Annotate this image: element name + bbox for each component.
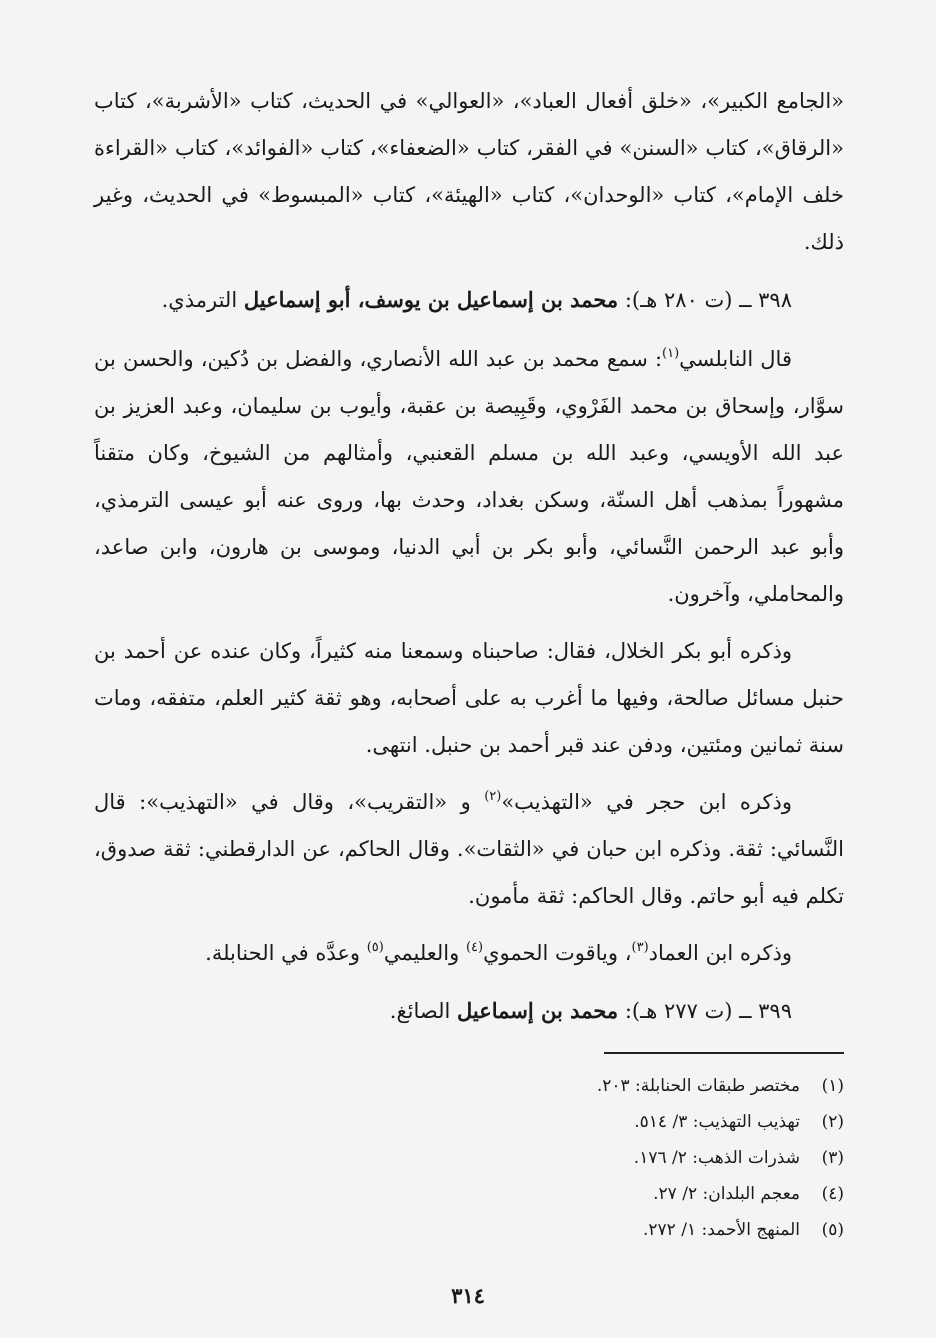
paragraph-book-list: «الجامع الكبير»، «خلق أفعال العباد»، «العوالي» في الحديث، كتاب «الأشربة»، كتاب «الرقاق»، كتاب «السنن» في الفقر، كتاب «الضعفاء»، كتاب «الفوائد»، كتاب «القراءة خلف الإمام»، كتاب «الوحدان»، كتاب «الهيئة»، كتاب «المبسوط» في الحديث، وغير ذلك. bbox=[94, 89, 844, 254]
nabulsi-text-start: قال النابلسي bbox=[679, 347, 792, 371]
footnote-ref-3[interactable]: (٣) bbox=[631, 940, 649, 955]
entry-398-heading bbox=[94, 276, 844, 324]
ibn-hajar-text-rest: و «التقريب»، وقال في «التهذيب»: قال النَّسائي: ثقة. وذكره ابن حبان في «الثقات». وقال الحاكم، عن الدارقطني: ثقة صدوق، تكلم فيه أبو حاتم. وقال الحاكم: ثقة مأمون. bbox=[94, 790, 844, 908]
entry-398-number: ٣٩٨ ــ (ت ٢٨٠ هـ): bbox=[618, 288, 792, 312]
entry-399-number: ٣٩٩ ــ (ت ٢٧٧ هـ): bbox=[618, 999, 792, 1023]
paragraph-ibn-imad bbox=[94, 930, 844, 977]
ibn-imad-text-b: ، وياقوت الحموي bbox=[483, 941, 632, 965]
nabulsi-text-rest: : سمع محمد بن عبد الله الأنصاري، والفضل بن دُكين، والحسن بن سوَّار، وإسحاق بن محمد الفَرْوي، وقَبِيصة بن عقبة، وأيوب بن سليمان، وعبد العزيز بن عبد الله الأويسي، وعبد الله بن مسلم القعنبي، وأمثالهم من الشيوخ، وكان متقناً مشهوراً بمذهب أهل السنّة، وسكن بغداد، وحدث بها، وروى عنه أبو عيسى الترمذي، وأبو عبد الرحمن النَّسائي، وأبو بكر بن أبي الدنيا، وموسى بن هارون، وابن صاعد، والمحاملي، وآخرون. bbox=[94, 347, 844, 606]
footnote-ref-1[interactable]: (١) bbox=[662, 346, 680, 361]
ibn-imad-text-a: وذكره ابن العماد bbox=[648, 941, 792, 965]
footnote-separator bbox=[604, 1052, 844, 1054]
footnote-text: مختصر طبقات الحنابلة: ٢٠٣. bbox=[596, 1076, 800, 1096]
footnote-number: (٣) bbox=[821, 1148, 844, 1168]
footnote-1 bbox=[94, 1068, 844, 1104]
ibn-hajar-text-start: وذكره ابن حجر في «التهذيب» bbox=[501, 790, 792, 814]
footnote-ref-5[interactable]: (٥) bbox=[366, 940, 384, 955]
footnote-number: (٥) bbox=[821, 1220, 844, 1240]
paragraph-nabulsi bbox=[94, 336, 844, 618]
footnotes-section bbox=[94, 1052, 844, 1248]
entry-399-rest: الصائغ. bbox=[389, 999, 457, 1023]
footnote-ref-2[interactable]: (٢) bbox=[484, 789, 502, 804]
footnote-5 bbox=[94, 1212, 844, 1248]
footnote-text: المنهج الأحمد: ١/ ٢٧٢. bbox=[643, 1220, 800, 1240]
footnote-text: شذرات الذهب: ٢/ ١٧٦. bbox=[633, 1148, 800, 1168]
footnote-number: (٤) bbox=[821, 1184, 844, 1204]
paragraph-khallal: وذكره أبو بكر الخلال، فقال: صاحبناه وسمعنا منه كثيراً، وكان عنده عن أحمد بن حنبل مسائل صالحة، وفيها ما أغرب به على أصحابه، وهو ثقة كثير العلم، متفقه، ومات سنة ثمانين ومئتين، ودفن عند قبر أحمد بن حنبل. انتهى. bbox=[94, 639, 844, 757]
footnote-ref-4[interactable]: (٤) bbox=[465, 940, 484, 955]
footnote-text: معجم البلدان: ٢/ ٢٧. bbox=[653, 1184, 800, 1204]
footnote-4 bbox=[94, 1176, 844, 1212]
page-body bbox=[94, 78, 844, 1047]
entry-398-name: محمد بن إسماعيل بن يوسف، أبو إسماعيل bbox=[243, 287, 619, 312]
page-number: ٣١٤ bbox=[451, 1283, 485, 1308]
paragraph-ibn-hajar bbox=[94, 779, 844, 920]
footnote-text: تهذيب التهذيب: ٣/ ٥١٤. bbox=[634, 1112, 800, 1132]
entry-398-rest: الترمذي. bbox=[161, 288, 244, 312]
entry-399-heading bbox=[94, 987, 844, 1035]
footnote-number: (٢) bbox=[821, 1112, 844, 1132]
footnote-number: (١) bbox=[821, 1076, 844, 1096]
footnote-2 bbox=[94, 1104, 844, 1140]
ibn-imad-text-c: والعليمي bbox=[383, 941, 466, 965]
footnote-3 bbox=[94, 1140, 844, 1176]
entry-399-name: محمد بن إسماعيل bbox=[456, 998, 619, 1023]
ibn-imad-text-d: وعدَّه في الحنابلة. bbox=[205, 941, 367, 965]
